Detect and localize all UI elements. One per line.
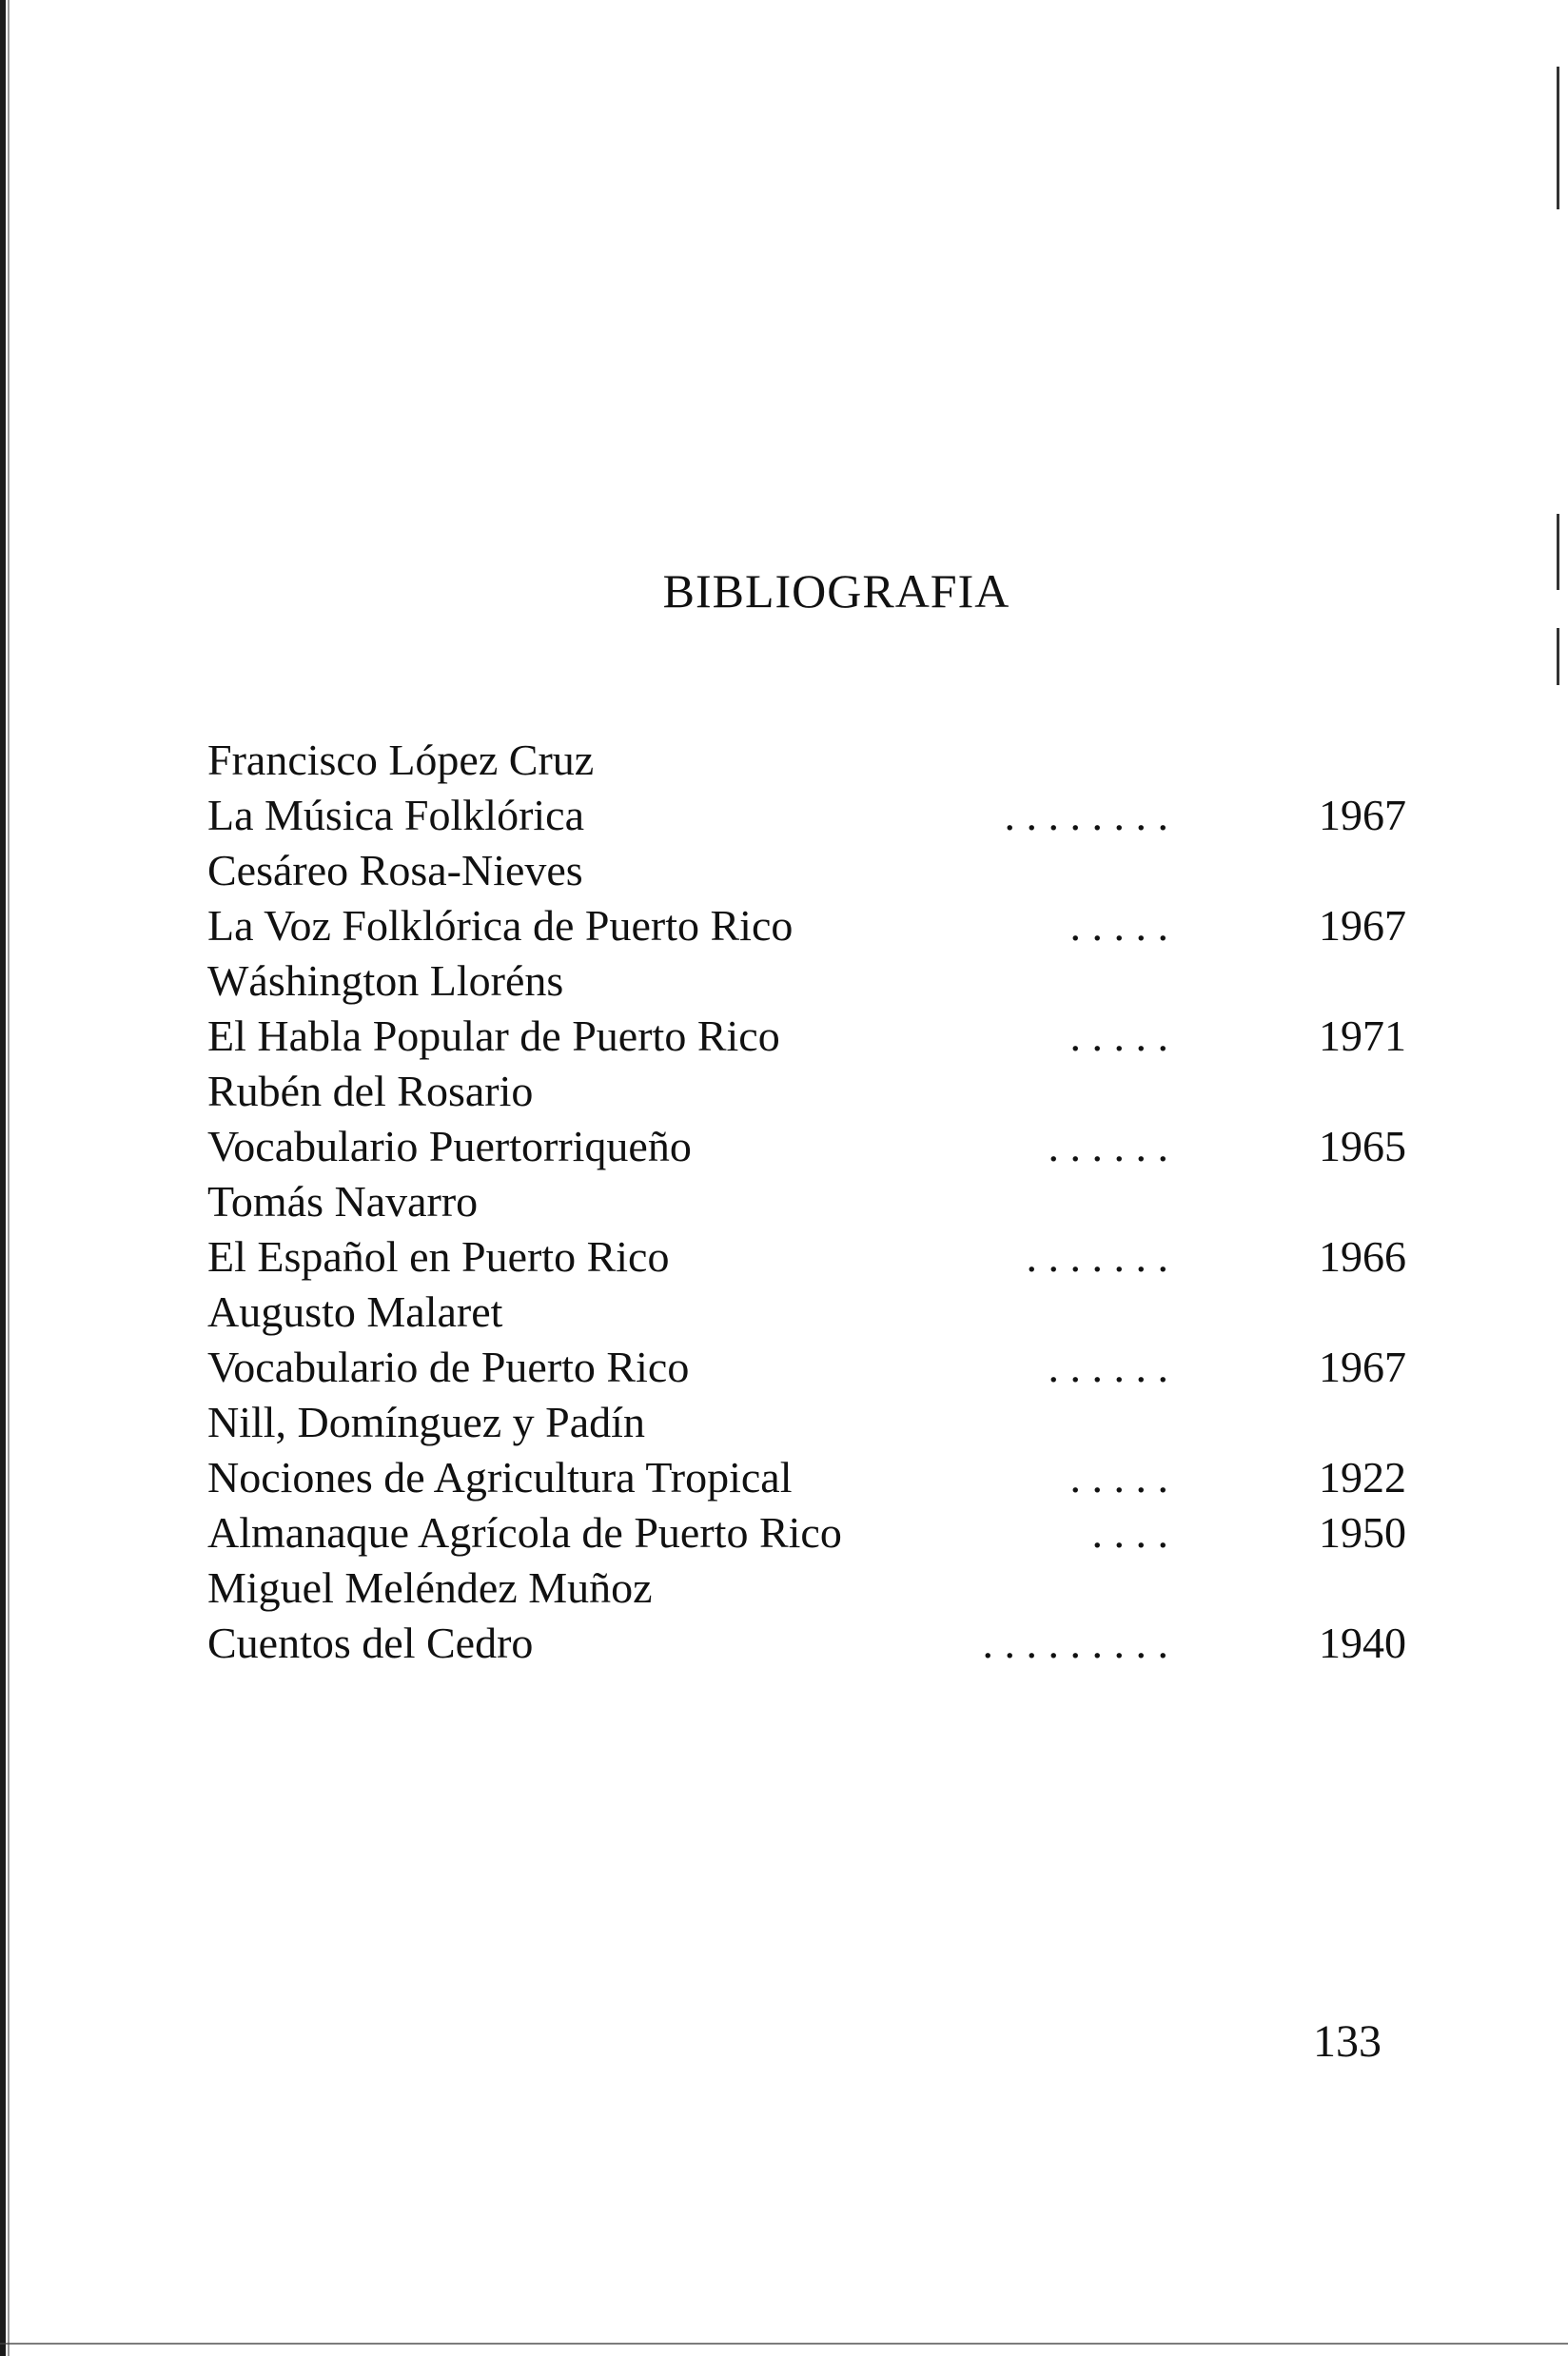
work-year: 1922 — [1319, 1453, 1406, 1502]
author-line — [207, 1561, 1406, 1616]
work-title: Cuentos del Cedro — [207, 1619, 534, 1667]
author-name: Augusto Malaret — [207, 1287, 503, 1336]
work-line — [207, 1505, 1406, 1561]
work-year: 1940 — [1319, 1619, 1406, 1667]
work-year: 1967 — [1319, 1343, 1406, 1391]
work-line — [207, 1229, 1406, 1285]
work-line — [207, 1450, 1406, 1505]
work-year: 1950 — [1319, 1508, 1406, 1557]
dot-leader: . . . . . . — [1048, 1122, 1168, 1170]
dot-leader: . . . . . — [1069, 1453, 1168, 1502]
dot-leader: . . . . . — [1069, 901, 1168, 950]
work-title: El Español en Puerto Rico — [207, 1232, 670, 1281]
author-line — [207, 843, 1406, 898]
work-line — [207, 1340, 1406, 1395]
author-name: Tomás Navarro — [207, 1177, 479, 1226]
work-year: 1967 — [1319, 901, 1406, 950]
author-name: Nill, Domínguez y Padín — [207, 1398, 645, 1446]
work-title: Vocabulario de Puerto Rico — [207, 1343, 690, 1391]
work-title: La Música Folklórica — [207, 791, 585, 839]
dot-leader: . . . . . . . — [1026, 1232, 1168, 1281]
work-line — [207, 1616, 1406, 1671]
scan-left-edge-shadow — [8, 0, 10, 2356]
author-name: Francisco López Cruz — [207, 736, 595, 784]
work-line — [207, 788, 1406, 843]
dot-leader: . . . . — [1091, 1508, 1168, 1557]
work-title: Nociones de Agricultura Tropical — [207, 1453, 793, 1502]
dot-leader: . . . . . . . . — [1004, 791, 1168, 839]
author-line — [207, 733, 1406, 788]
author-name: Rubén del Rosario — [207, 1067, 534, 1115]
author-line — [207, 1285, 1406, 1340]
work-year: 1967 — [1319, 791, 1406, 839]
work-title: Almanaque Agrícola de Puerto Rico — [207, 1508, 842, 1557]
work-title: Vocabulario Puertorriqueño — [207, 1122, 692, 1170]
scan-right-mark — [1557, 628, 1559, 685]
author-line — [207, 1395, 1406, 1450]
page-number: 133 — [1313, 2016, 1382, 2067]
dot-leader: . . . . . . — [1048, 1343, 1168, 1391]
work-title: La Voz Folklórica de Puerto Rico — [207, 901, 794, 950]
work-line — [207, 1009, 1406, 1064]
scan-left-edge — [0, 0, 6, 2356]
work-year: 1966 — [1319, 1232, 1406, 1281]
author-name: Cesáreo Rosa-Nieves — [207, 846, 583, 894]
work-line — [207, 1119, 1406, 1174]
author-line — [207, 1064, 1406, 1119]
author-line — [207, 953, 1406, 1009]
work-year: 1971 — [1319, 1011, 1406, 1060]
work-title: El Habla Popular de Puerto Rico — [207, 1011, 780, 1060]
author-name: Miguel Meléndez Muñoz — [207, 1563, 653, 1612]
work-year: 1965 — [1319, 1122, 1406, 1170]
dot-leader: . . . . . . . . . — [982, 1619, 1168, 1667]
dot-leader: . . . . . — [1069, 1011, 1168, 1060]
bibliography-heading: BIBLIOGRAFIA — [662, 564, 1010, 618]
scan-bottom-line — [0, 2343, 1568, 2345]
work-line — [207, 898, 1406, 953]
author-name: Wáshington Lloréns — [207, 956, 564, 1005]
scan-right-mark — [1557, 67, 1559, 209]
author-line — [207, 1174, 1406, 1229]
bibliography-list — [207, 733, 1406, 1671]
